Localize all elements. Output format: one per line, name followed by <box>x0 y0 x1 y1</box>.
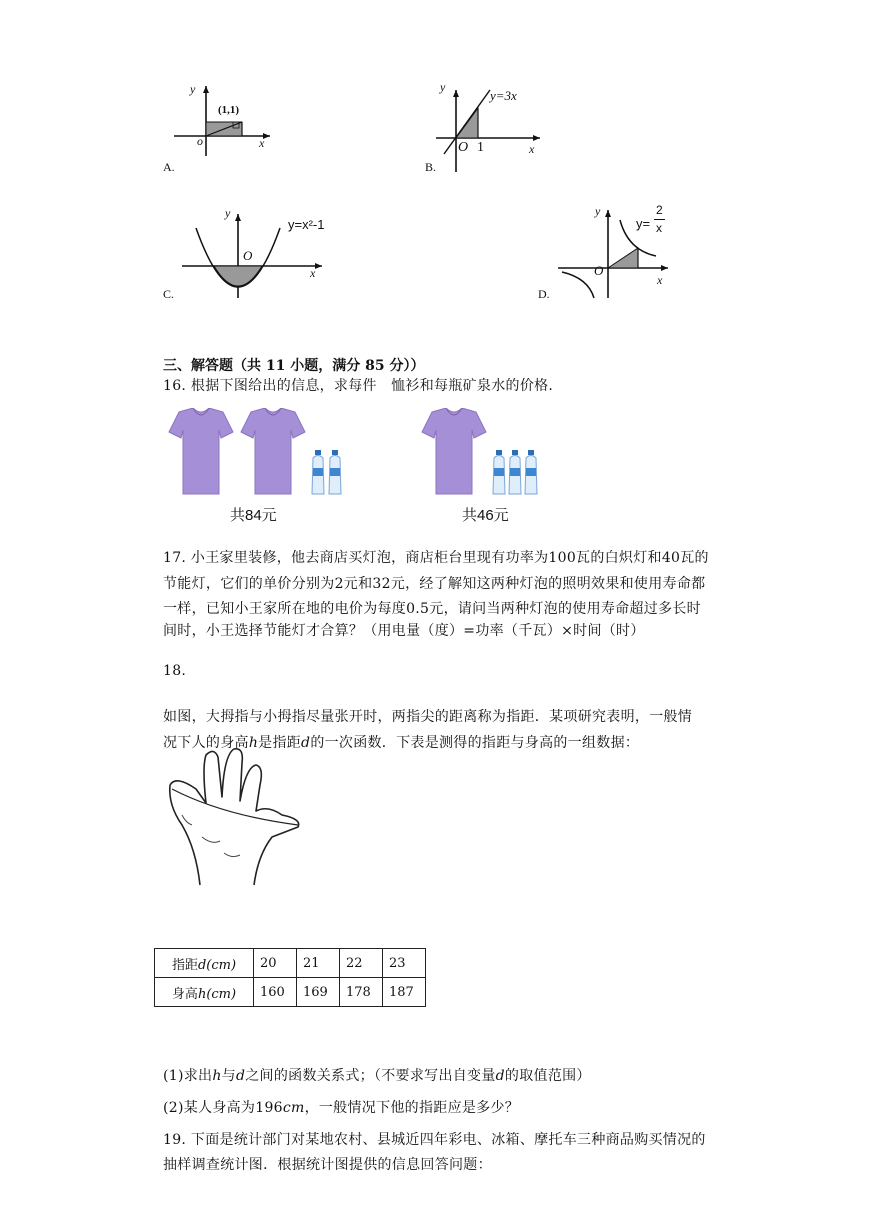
option-d-curve-label-prefix: y= <box>636 216 651 231</box>
q19-line-1: 19. 下面是统计部门对某地农村、县城近四年彩电、冰箱、摩托车三种商品购买情况的 <box>163 1132 706 1148</box>
section-heading: 三、解答题（共 11 小题，满分 85 分）） <box>163 358 425 374</box>
water-bottle-icon <box>509 450 521 494</box>
option-d-origin-label: O <box>594 263 604 278</box>
water-bottle-icon <box>525 450 537 494</box>
option-d-x-label: x <box>657 273 663 287</box>
water-bottle-icon <box>312 450 324 494</box>
table-header-finger-span: 指距d(cm) <box>155 949 254 978</box>
option-d-graph <box>556 200 672 300</box>
q18-sub-2: (2)某人身高为196cm，一般情况下他的指距应是多少？ <box>163 1100 520 1116</box>
option-c-curve-label: y=x²-1 <box>288 217 325 232</box>
table-cell: 187 <box>383 978 426 1007</box>
q16-right-image <box>418 408 558 498</box>
table-header-height: 身高h(cm) <box>155 978 254 1007</box>
q16-right-caption: 共46元 <box>462 507 509 524</box>
option-c-x-label: x <box>310 266 316 280</box>
q18-line-2: 况下人的身高h是指距d的一次函数．下表是测得的指距与身高的一组数据： <box>163 735 640 751</box>
option-d-y-label: y <box>595 204 601 218</box>
water-bottle-icon <box>493 450 505 494</box>
table-cell: 178 <box>340 978 383 1007</box>
table-cell: 169 <box>297 978 340 1007</box>
tshirt-icon <box>422 408 486 494</box>
option-d-curve-label-numerator: 2 <box>656 203 663 217</box>
q16-left-image <box>165 408 355 498</box>
hand-illustration <box>162 745 312 890</box>
option-a-x-label: x <box>259 136 265 150</box>
option-c-letter: C. <box>163 287 175 301</box>
q17-line-1: 17. 小王家里装修，他去商店买灯泡，商店柜台里现有功率为100瓦的白炽灯和40瓦的 <box>163 550 709 566</box>
tshirt-icon <box>169 408 233 494</box>
table-cell: 160 <box>254 978 297 1007</box>
option-d-letter: D. <box>538 287 550 301</box>
q17-line-4: 间时，小王选择节能灯才合算？（用电量（度）=功率（千瓦）×时间（时） <box>163 623 645 639</box>
q17-line-2: 节能灯，它们的单价分别为2元和32元，经了解知这两种灯泡的照明效果和使用寿命都 <box>163 576 706 592</box>
option-a-point-label: (1,1) <box>218 104 240 116</box>
option-b-y-label: y <box>440 80 446 94</box>
option-c-y-label: y <box>225 206 231 220</box>
option-c-origin-label: O <box>243 248 253 263</box>
q16-text: 16. 根据下图给出的信息，求每件 恤衫和每瓶矿泉水的价格. <box>163 378 554 394</box>
water-bottle-icon <box>329 450 341 494</box>
option-b-x-label: x <box>529 142 535 156</box>
table-row <box>155 949 426 978</box>
q16-left-caption: 共84元 <box>230 507 277 524</box>
q18-number: 18. <box>163 663 187 679</box>
table-cell: 20 <box>254 949 297 978</box>
table-cell: 23 <box>383 949 426 978</box>
option-d-curve-label-denominator: x <box>656 221 662 235</box>
option-d-fraction-bar <box>654 219 665 220</box>
q18-data-table <box>154 948 426 1007</box>
option-b-origin-label: O <box>458 140 469 155</box>
option-b-tick-label: 1 <box>477 140 484 155</box>
table-row <box>155 978 426 1007</box>
option-b-letter: B. <box>425 160 437 174</box>
q17-line-3: 一样，已知小王家所在地的电价为每度0.5元，请问当两种灯泡的使用寿命超过多长时 <box>163 601 701 617</box>
table-cell: 22 <box>340 949 383 978</box>
option-b-curve-label: y=3x <box>490 88 517 103</box>
option-b-graph <box>432 82 544 174</box>
tshirt-icon <box>241 408 305 494</box>
option-a-letter: A. <box>163 160 175 174</box>
q18-line-1: 如图，大拇指与小拇指尽量张开时，两指尖的距离称为指距．某项研究表明，一般情 <box>163 709 693 725</box>
q18-sub-1: (1)求出h与d之间的函数关系式；（不要求写出自变量d的取值范围） <box>163 1068 591 1084</box>
option-a-y-label: y <box>190 82 196 96</box>
table-cell: 21 <box>297 949 340 978</box>
option-a-origin-label: o <box>197 134 203 148</box>
q19-line-2: 抽样调查统计图．根据统计图提供的信息回答问题： <box>163 1157 492 1173</box>
